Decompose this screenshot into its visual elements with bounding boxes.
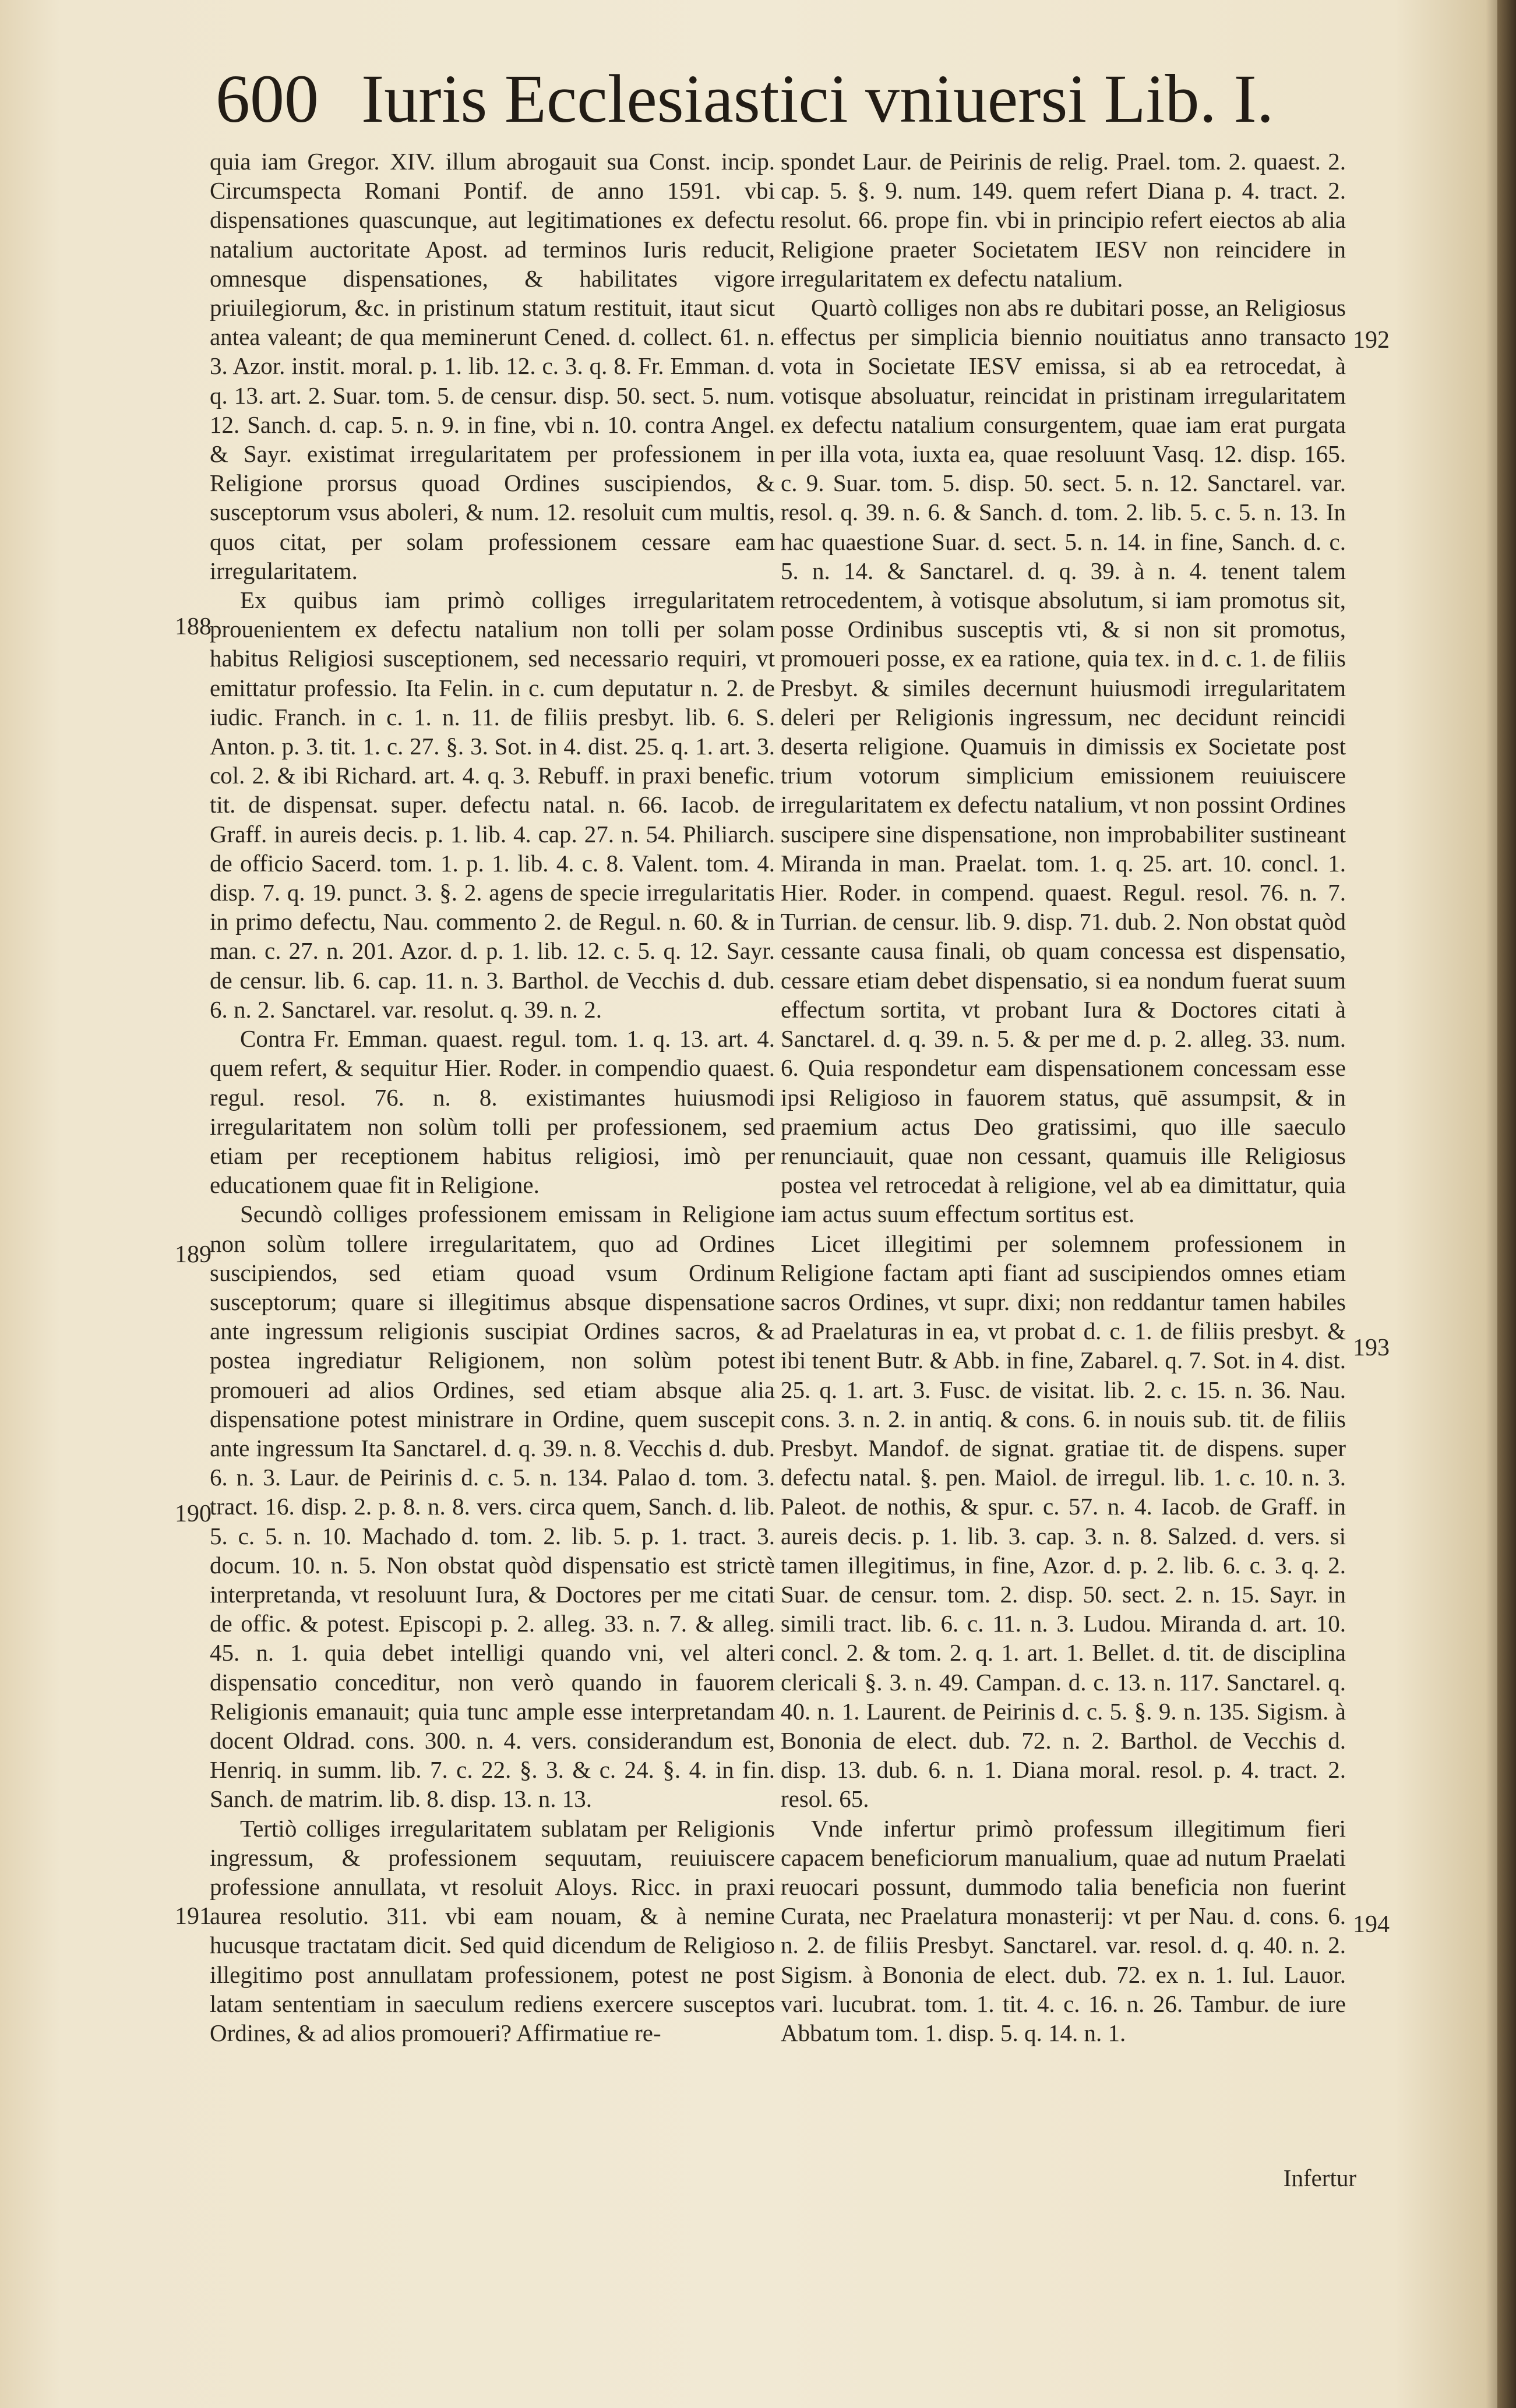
page-title: Iuris Ecclesiastici vniuersi Lib. I.: [361, 61, 1274, 137]
page-edge: [1497, 0, 1516, 2408]
section-number: 194: [1353, 1911, 1390, 1938]
paragraph: Licet illegitimi per solemnem professionem in Religione factam apti fiant ad suscipiendos omnes etiam sacros Ordines, vt supr. dixi; non reddantur tamen habiles ad Praelaturas in ea, vt probat d. c. 1. de filiis presbyt. & ibi tenent Butr. & Abb. in fine, Zabarel. q. 7. Sot. in 4. dist. 25. q. 1. art. 3. Fusc. de visitat. lib. 2. c. 15. n. 36. Nau. cons. 3. n. 2. in antiq. & cons. 6. in nouis sub. tit. de filiis Presbyt. Mandof. de signat. gratiae tit. de dispens. super defectu natal. §. pen. Maiol. de irregul. lib. 1. c. 10. n. 3. Paleot. de nothis, & spur. c. 57. n. 4. Iacob. de Graff. in aureis decis. p. 1. lib. 3. cap. 3. n. 8. Salzed. d. vers. si tamen illegitimus, in fine, Azor. d. p. 2. lib. 6. c. 3. q. 2. Suar. de censur. tom. 2. disp. 50. sect. 2. n. 15. Sayr. in simili tract. lib. 6. c. 11. n. 3. Ludou. Miranda d. art. 10. concl. 2. & tom. 2. q. 1. art. 1. Bellet. d. tit. de disciplina clericali §. 3. n. 49. Campan. d. c. 13. n. 117. Sanctarel. q. 40. n. 1. Laurent. de Peirinis d. c. 5. §. 9. n. 135. Sigism. à Bononia de elect. dub. 72. n. 2. Barthol. de Vecchis d. disp. 13. dub. 6. n. 1. Diana moral. resol. p. 4. tract. 2. resol. 65.: [781, 1230, 1346, 1813]
catchword: Infertur: [1283, 2165, 1356, 2191]
paragraph: Ex quibus iam primò colliges irregularitatem prouenientem ex defectu natalium non tolli per solam habitus Religiosi susceptionem, sed necessario requiri, vt emittatur professio. Ita Felin. in c. cum deputatur n. 2. de iudic. Franch. in c. 1. n. 11. de filiis presbyt. lib. 6. S. Anton. p. 3. tit. 1. c. 27. §. 3. Sot. in 4. dist. 25. q. 1. art. 3. col. 2. & ibi Richard. art. 4. q. 3. Rebuff. in praxi benefic. tit. de dispensat. super. defectu natal. n. 66. Iacob. de Graff. in aureis decis. p. 1. lib. 4. cap. 27. n. 54. Philiarch. de officio Sacerd. tom. 1. p. 1. lib. 4. c. 8. Valent. tom. 4. disp. 7. q. 19. punct. 3. §. 2. agens de specie irregularitatis in primo defectu, Nau. commento 2. de Regul. n. 60. & in man. c. 27. n. 201. Azor. d. p. 1. lib. 12. c. 5. q. 12. Sayr. de censur. lib. 6. cap. 11. n. 3. Barthol. de Vecchis d. dub. 6. n. 2. Sanctarel. var. resolut. q. 39. n. 2.: [210, 587, 775, 1023]
paragraph: Contra Fr. Emman. quaest. regul. tom. 1. q. 13. art. 4. quem refert, & sequitur Hier. Roder. in compendio quaest. regul. resol. 76. n. 8. existimantes huiusmodi irregularitatem non solùm tolli per professionem, sed etiam per receptionem habitus religiosi, imò per educationem quae fit in Religione.: [210, 1025, 775, 1199]
section-number: 189: [175, 1241, 211, 1268]
section-number: 190: [175, 1500, 211, 1527]
paragraph: Vnde infertur primò professum illegitimum fieri capacem beneficiorum manualium, quae ad nutum Praelati reuocari possunt, dummodo talia beneficia non fuerint Curata, nec Praelatura monasterij: vt per Nau. d. cons. 6. n. 2. de filiis Presbyt. Sanctarel. var. resol. d. q. 40. n. 2. Sigism. à Bononia de elect. dub. 72. ex n. 1. Iul. Lauor. vari. lucubrat. tom. 1. tit. 4. c. 16. n. 26. Tambur. de iure Abbatum tom. 1. disp. 5. q. 14. n. 1.: [781, 1814, 1346, 2046]
paragraph: Secundò colliges professionem emissam in Religione non solùm tollere irregularitatem, quo ad Ordines suscipiendos, sed etiam quoad vsum Ordinum susceptorum; quare si illegitimus absque dispensatione ante ingressum religionis suscipiat Ordines sacros, & postea ingrediatur Religionem, non solùm potest promoueri ad alios Ordines, sed etiam absque alia dispensatione potest ministrare in Ordine, quem suscepit ante ingressum Ita Sanctarel. d. q. 39. n. 8. Vecchis d. dub. 6. n. 3. Laur. de Peirinis d. c. 5. n. 134. Palao d. tom. 3. tract. 16. disp. 2. p. 8. n. 8. vers. circa quem, Sanch. d. lib. 5. c. 5. n. 10. Machado d. tom. 2. lib. 5. p. 1. tract. 3. docum. 10. n. 5. Non obstat quòd dispensatio est strictè interpretanda, vt resoluunt Iura, & Doctores per me citati de offic. & potest. Episcopi p. 2. alleg. 33. n. 7. & alleg. 45. n. 1. quia debet intelligi quando vni, vel alteri dispensatio conceditur, non verò quando in fauorem Religionis emanauit; quia tunc ample esse interpretandam docent Oldrad. cons. 300. n. 4. vers. considerandum est, Henriq. in summ. lib. 7. c. 22. §. 3. & c. 24. §. 4. in fin. Sanch. de matrim. lib. 8. disp. 13. n. 13.: [210, 1201, 775, 1813]
section-number: 192: [1353, 327, 1390, 354]
left-column: [210, 147, 775, 2151]
running-head: [216, 58, 1274, 140]
section-number: 191: [175, 1903, 211, 1930]
paragraph: spondet Laur. de Peirinis de relig. Prael. tom. 2. quaest. 2. cap. 5. §. 9. num. 149. quem refert Diana p. 4. tract. 2. resolut. 66. prope fin. vbi in principio refert eiectos ab alia Religione praeter Societatem IESV non reincidere in irregularitatem ex defectu natalium.: [781, 148, 1346, 292]
paragraph: quia iam Gregor. XIV. illum abrogauit sua Const. incip. Circumspecta Romani Pontif. de anno 1591. vbi dispensationes quascunque, aut legitimationes ex defectu natalium auctoritate Apost. ad terminos Iuris reducit, omnesque dispensationes, & habilitates vigore priuilegiorum, &c. in pristinum statum restituit, itaut sicut antea valeant; de qua meminerunt Cened. d. collect. 61. n. 3. Azor. instit. moral. p. 1. lib. 12. c. 3. q. 8. Fr. Emman. d. q. 13. art. 2. Suar. tom. 5. de censur. disp. 50. sect. 5. num. 12. Sanch. d. cap. 5. n. 9. in fine, vbi n. 10. contra Angel. & Sayr. existimat irregularitatem per professionem in Religione prorsus quoad Ordines suscipiendos, & susceptorum vsus aboleri, & num. 12. resoluit cum multis, quos citat, per solam professionem cessare eam irregularitatem.: [210, 148, 775, 584]
paragraph: Tertiò colliges irregularitatem sublatam per Religionis ingressum, & professionem sequutam, reuiuiscere professione annullata, vt resoluit Aloys. Ricc. in praxi aurea resolutio. 311. vbi eam nouam, & à nemine hucusque tractatam dicit. Sed quid dicendum de Religioso illegitimo post annullatam professionem, potest ne post latam sententiam in saeculum rediens exercere susceptos Ordines, & ad alios promoueri? Affirmatiue re-: [210, 1814, 775, 2046]
section-number: 188: [175, 613, 211, 640]
page-number: 600: [216, 61, 319, 137]
right-column: [781, 147, 1346, 2185]
paragraph: Quartò colliges non abs re dubitari posse, an Religiosus effectus per simplicia biennio nouitiatus anno transacto vota in Societate IESV emissa, si ab ea retrocedat, à votisque absoluatur, reincidat in pristinam irregularitatem ex defectu natalium consurgentem, quae iam erat purgata per illa vota, iuxta ea, quae resoluunt Vasq. 12. disp. 165. c. 9. Suar. tom. 5. disp. 50. sect. 5. n. 12. Sanctarel. var. resol. q. 39. n. 6. & Sanch. d. tom. 2. lib. 5. c. 5. n. 13. In hac quaestione Suar. d. sect. 5. n. 14. in fine, Sanch. d. c. 5. n. 14. & Sanctarel. d. q. 39. à n. 4. tenent talem retrocedentem, à votisque absolutum, si iam promotus sit, posse Ordinibus susceptis vti, & si non sit promotus, promoueri posse, ex ea ratione, quia tex. in d. c. 1. de filiis Presbyt. & similes decernunt huiusmodi irregularitatem deleri per Religionis ingressum, nec decidunt reincidi deserta religione. Quamuis in dimissis ex Societate post trium votorum simplicium emissionem reuiuiscere irregularitatem ex defectu natalium, vt non possint Ordines suscipere sine dispensatione, non improbabiliter sustineant Miranda in man. Praelat. tom. 1. q. 25. art. 10. concl. 1. Hier. Roder. in compend. quaest. Regul. resol. 76. n. 7. Turrian. de censur. lib. 9. disp. 71. dub. 2. Non obstat quòd cessante causa finali, ob quam concessa est dispensatio, cessare etiam debet dispensatio, si ea nondum fuerat suum effectum sortita, vt probant Iura & Doctores citati à Sanctarel. d. q. 39. n. 5. & per me d. p. 2. alleg. 33. num. 6. Quia respondetur eam dispensationem concessam esse ipsi Religioso in fauorem status, quē assumpsit, & in praemium actus Deo gratissimi, quo ille saeculo renunciauit, quae non cessant, quamuis ille Religiosus postea vel retrocedat à religione, vel ab ea dimittatur, quia iam actus suum effectum sortitus est.: [781, 294, 1346, 1228]
section-number: 193: [1353, 1334, 1390, 1361]
